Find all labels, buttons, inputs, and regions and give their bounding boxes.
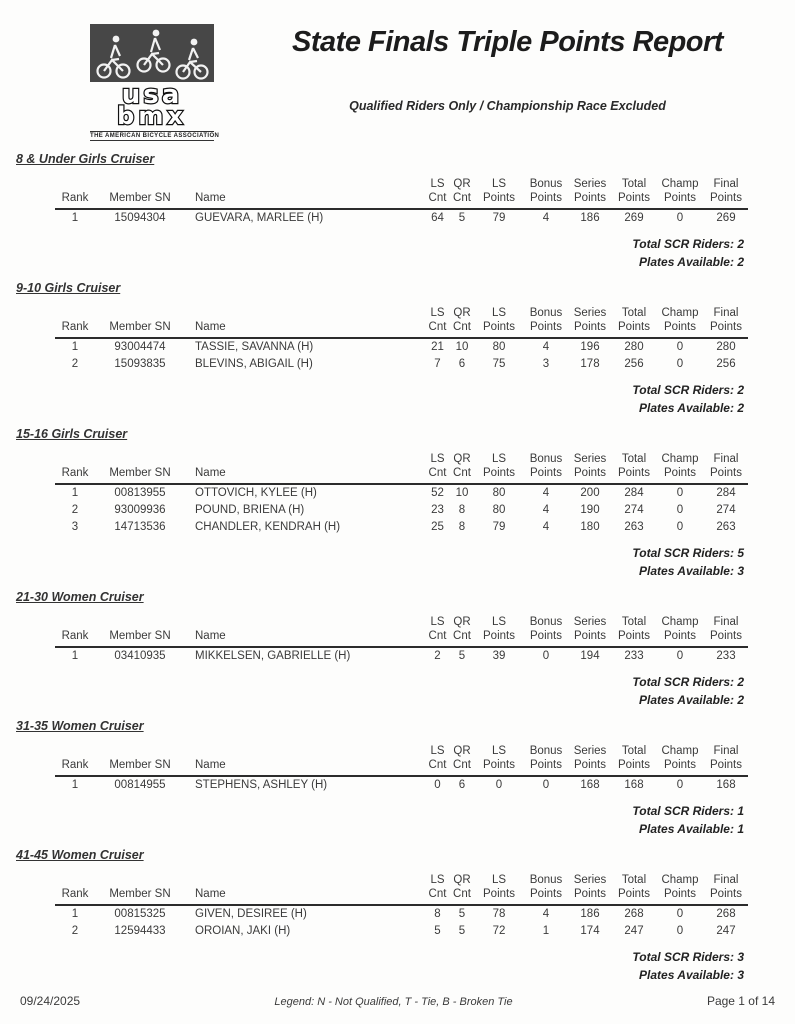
cell: 78 (492, 908, 506, 920)
cell: 233 (624, 650, 644, 662)
total-scr-riders: Total SCR Riders: 3 (632, 950, 744, 964)
section-totals (55, 673, 748, 709)
section-title: 21-30 Women Cruiser (16, 590, 144, 604)
cell: 168 (580, 779, 600, 791)
cell: 0 (434, 779, 441, 791)
class-section (16, 427, 795, 580)
cell: 12594433 (114, 925, 166, 937)
table-row (55, 484, 748, 502)
col-bonus-points: Bonus Points (524, 873, 568, 905)
cell: 168 (624, 779, 644, 791)
logo-caption: THE AMERICAN BICYCLE ASSOCIATION (90, 133, 220, 139)
col-champ-points: Champ Points (656, 306, 704, 338)
col-rank: Rank (55, 873, 95, 905)
cell: 7 (434, 358, 441, 370)
header-row (55, 873, 748, 905)
col-bonus-points: Bonus Points (524, 615, 568, 647)
col-member-sn: Member SN (95, 177, 185, 209)
page-title: State Finals Triple Points Report (292, 26, 723, 58)
col-qr-cnt: QR Cnt (450, 306, 474, 338)
report-header (0, 0, 795, 150)
col-bonus-points: Bonus Points (524, 744, 568, 776)
cell: 269 (716, 212, 736, 224)
svg-text:usa: usa (121, 80, 183, 110)
col-name: Name (185, 615, 425, 647)
cell: 8 (434, 908, 441, 920)
col-ls-points: LS Points (474, 744, 524, 776)
points-table (55, 452, 748, 536)
cell: 256 (624, 358, 644, 370)
cell: 186 (580, 212, 600, 224)
cell: 15094304 (114, 212, 166, 224)
col-ls-cnt: LS Cnt (425, 452, 450, 484)
cell: 1 (71, 908, 79, 920)
total-scr-riders: Total SCR Riders: 2 (632, 237, 744, 251)
plates-available: Plates Available: 2 (639, 693, 744, 707)
cell: 0 (676, 504, 684, 516)
plates-available: Plates Available: 3 (639, 564, 744, 578)
class-section (16, 152, 795, 271)
cell: 1 (71, 779, 79, 791)
cell: 0 (542, 779, 550, 791)
cell: 5 (458, 212, 466, 224)
cell: 4 (542, 212, 550, 224)
cell: 3 (71, 521, 79, 533)
col-qr-cnt: QR Cnt (450, 615, 474, 647)
cell: 190 (580, 504, 600, 516)
cell: 79 (492, 521, 506, 533)
section-totals (55, 544, 748, 580)
col-rank: Rank (55, 452, 95, 484)
cell: 247 (624, 925, 644, 937)
cell: 186 (580, 908, 600, 920)
table-row (55, 502, 748, 519)
report-date: 09/24/2025 (20, 994, 81, 1008)
col-rank: Rank (55, 615, 95, 647)
cell: 256 (716, 358, 736, 370)
col-series-points: Series Points (568, 306, 612, 338)
cell: OTTOVICH, KYLEE (H) (195, 487, 317, 499)
cell: 00815325 (114, 908, 166, 920)
section-title: 8 & Under Girls Cruiser (16, 152, 155, 166)
table-row (55, 356, 748, 373)
cell: 15093835 (114, 358, 166, 370)
col-ls-points: LS Points (474, 452, 524, 484)
cell: 39 (492, 650, 506, 662)
cell: 0 (676, 358, 684, 370)
plates-available: Plates Available: 2 (639, 401, 744, 415)
col-ls-cnt: LS Cnt (425, 177, 450, 209)
cell: 6 (458, 358, 466, 370)
table-row (55, 905, 748, 923)
cell: 280 (716, 341, 736, 353)
cell: 14713536 (114, 521, 166, 533)
points-table (55, 177, 748, 227)
col-member-sn: Member SN (95, 744, 185, 776)
col-final-points: Final Points (704, 615, 748, 647)
col-series-points: Series Points (568, 452, 612, 484)
header-row (55, 177, 748, 209)
cell: 5 (458, 908, 466, 920)
cell: 52 (431, 487, 444, 499)
table-row (55, 209, 748, 227)
cell: 174 (580, 925, 600, 937)
col-champ-points: Champ Points (656, 177, 704, 209)
col-final-points: Final Points (704, 306, 748, 338)
cell: 93004474 (114, 341, 166, 353)
legend-text: Legend: N - Not Qualified, T - Tie, B - Broken Tie (274, 996, 513, 1008)
cell: 5 (434, 925, 441, 937)
col-name: Name (185, 744, 425, 776)
total-scr-riders: Total SCR Riders: 5 (632, 546, 744, 560)
cell: 268 (624, 908, 644, 920)
cell: 0 (676, 779, 684, 791)
class-section (16, 590, 795, 709)
cell: 2 (71, 925, 79, 937)
cell: 64 (431, 212, 444, 224)
cell: 5 (458, 925, 466, 937)
cell: 80 (492, 504, 506, 516)
usa-bmx-logo-icon (90, 24, 214, 128)
cell: 0 (676, 521, 684, 533)
col-ls-points: LS Points (474, 177, 524, 209)
sections-container (0, 150, 795, 984)
cell: 8 (458, 504, 466, 516)
col-bonus-points: Bonus Points (524, 306, 568, 338)
class-section (16, 719, 795, 838)
cell: 1 (71, 650, 79, 662)
table-row (55, 519, 748, 536)
table-row (55, 338, 748, 356)
table-body (55, 905, 748, 940)
col-qr-cnt: QR Cnt (450, 873, 474, 905)
cell: 00814955 (114, 779, 166, 791)
col-final-points: Final Points (704, 873, 748, 905)
cell: 23 (431, 504, 444, 516)
plates-available: Plates Available: 2 (639, 255, 744, 269)
col-total-points: Total Points (612, 615, 656, 647)
cell: 4 (542, 487, 550, 499)
cell: 3 (542, 358, 550, 370)
col-total-points: Total Points (612, 873, 656, 905)
cell: 10 (455, 487, 469, 499)
cell: 0 (676, 908, 684, 920)
col-champ-points: Champ Points (656, 452, 704, 484)
col-total-points: Total Points (612, 452, 656, 484)
class-section (16, 848, 795, 984)
cell: 80 (492, 487, 506, 499)
header-row (55, 306, 748, 338)
col-ls-cnt: LS Cnt (425, 306, 450, 338)
col-name: Name (185, 177, 425, 209)
section-title: 9-10 Girls Cruiser (16, 281, 121, 295)
header-row (55, 744, 748, 776)
col-series-points: Series Points (568, 873, 612, 905)
cell: 284 (624, 487, 644, 499)
section-totals (55, 235, 748, 271)
cell: 2 (71, 358, 79, 370)
cell: POUND, BRIENA (H) (195, 504, 305, 516)
cell: 00813955 (114, 487, 166, 499)
cell: 4 (542, 521, 550, 533)
cell: 2 (434, 650, 441, 662)
col-total-points: Total Points (612, 177, 656, 209)
col-total-points: Total Points (612, 306, 656, 338)
page-number: Page 1 of 14 (706, 994, 775, 1008)
cell: STEPHENS, ASHLEY (H) (195, 779, 328, 791)
cell: 0 (495, 779, 503, 791)
table-row (55, 647, 748, 665)
col-member-sn: Member SN (95, 452, 185, 484)
cell: 10 (455, 341, 469, 353)
cell: 1 (71, 487, 79, 499)
svg-text:bmx: bmx (117, 102, 187, 128)
cell: 25 (431, 521, 444, 533)
col-champ-points: Champ Points (656, 873, 704, 905)
col-series-points: Series Points (568, 615, 612, 647)
cell: 5 (458, 650, 466, 662)
cell: 196 (580, 341, 600, 353)
table-row (55, 923, 748, 940)
plates-available: Plates Available: 3 (639, 968, 744, 982)
cell: 4 (542, 341, 550, 353)
cell: 178 (580, 358, 600, 370)
col-champ-points: Champ Points (656, 744, 704, 776)
cell: 247 (716, 925, 736, 937)
section-totals (55, 381, 748, 417)
cell: 274 (716, 504, 736, 516)
class-section (16, 281, 795, 417)
cell: 274 (624, 504, 644, 516)
cell: 80 (492, 341, 506, 353)
col-member-sn: Member SN (95, 873, 185, 905)
total-scr-riders: Total SCR Riders: 2 (632, 675, 744, 689)
cell: MIKKELSEN, GABRIELLE (H) (195, 650, 351, 662)
cell: 2 (71, 504, 79, 516)
col-series-points: Series Points (568, 177, 612, 209)
section-totals (55, 948, 748, 984)
col-ls-points: LS Points (474, 873, 524, 905)
col-rank: Rank (55, 177, 95, 209)
points-table (55, 306, 748, 373)
cell: 284 (716, 487, 736, 499)
cell: 200 (580, 487, 600, 499)
section-totals (55, 802, 748, 838)
cell: 269 (624, 212, 644, 224)
total-scr-riders: Total SCR Riders: 1 (632, 804, 744, 818)
report-subtitle: Qualified Riders Only / Championship Race Excluded (349, 99, 666, 113)
cell: TASSIE, SAVANNA (H) (195, 341, 314, 353)
cell: 79 (492, 212, 506, 224)
cell: 1 (71, 341, 79, 353)
col-rank: Rank (55, 744, 95, 776)
table-body (55, 484, 748, 536)
cell: 194 (580, 650, 600, 662)
cell: 0 (676, 212, 684, 224)
cell: 263 (716, 521, 736, 533)
cell: 1 (71, 212, 79, 224)
cell: 4 (542, 504, 550, 516)
cell: 4 (542, 908, 550, 920)
cell: GUEVARA, MARLEE (H) (195, 212, 324, 224)
cell: 6 (458, 779, 466, 791)
section-title: 31-35 Women Cruiser (16, 719, 144, 733)
col-final-points: Final Points (704, 744, 748, 776)
cell: 0 (676, 925, 684, 937)
cell: 1 (542, 925, 550, 937)
table-row (55, 776, 748, 794)
cell: 8 (458, 521, 466, 533)
section-title: 41-45 Women Cruiser (16, 848, 144, 862)
cell: OROIAN, JAKI (H) (195, 925, 291, 937)
col-total-points: Total Points (612, 744, 656, 776)
cell: 180 (580, 521, 600, 533)
col-final-points: Final Points (704, 452, 748, 484)
col-qr-cnt: QR Cnt (450, 744, 474, 776)
col-name: Name (185, 873, 425, 905)
report-footer (20, 994, 775, 1008)
col-name: Name (185, 452, 425, 484)
cell: 0 (542, 650, 550, 662)
points-table (55, 615, 748, 665)
cell: 75 (492, 358, 506, 370)
col-series-points: Series Points (568, 744, 612, 776)
cell: 233 (716, 650, 736, 662)
table-body (55, 338, 748, 373)
cell: 0 (676, 487, 684, 499)
col-name: Name (185, 306, 425, 338)
col-bonus-points: Bonus Points (524, 177, 568, 209)
table-body (55, 209, 748, 227)
cell: 93009936 (114, 504, 166, 516)
cell: GIVEN, DESIREE (H) (195, 908, 307, 920)
col-qr-cnt: QR Cnt (450, 452, 474, 484)
cell: 03410935 (114, 650, 166, 662)
cell: 21 (431, 341, 444, 353)
section-title: 15-16 Girls Cruiser (16, 427, 128, 441)
header-row (55, 452, 748, 484)
col-ls-points: LS Points (474, 615, 524, 647)
col-ls-cnt: LS Cnt (425, 744, 450, 776)
cell: CHANDLER, KENDRAH (H) (195, 521, 341, 533)
cell: 268 (716, 908, 736, 920)
plates-available: Plates Available: 1 (639, 822, 744, 836)
header-row (55, 615, 748, 647)
usa-bmx-logo (90, 24, 220, 141)
col-ls-cnt: LS Cnt (425, 873, 450, 905)
title-block (230, 0, 785, 113)
col-member-sn: Member SN (95, 306, 185, 338)
col-final-points: Final Points (704, 177, 748, 209)
col-ls-cnt: LS Cnt (425, 615, 450, 647)
points-table (55, 873, 748, 940)
col-bonus-points: Bonus Points (524, 452, 568, 484)
cell: 0 (676, 341, 684, 353)
cell: 72 (492, 925, 506, 937)
table-body (55, 776, 748, 794)
col-qr-cnt: QR Cnt (450, 177, 474, 209)
cell: 280 (624, 341, 644, 353)
col-rank: Rank (55, 306, 95, 338)
cell: 0 (676, 650, 684, 662)
points-table (55, 744, 748, 794)
table-body (55, 647, 748, 665)
col-ls-points: LS Points (474, 306, 524, 338)
col-member-sn: Member SN (95, 615, 185, 647)
col-champ-points: Champ Points (656, 615, 704, 647)
cell: 263 (624, 521, 644, 533)
cell: BLEVINS, ABIGAIL (H) (195, 358, 313, 370)
cell: 168 (716, 779, 736, 791)
total-scr-riders: Total SCR Riders: 2 (632, 383, 744, 397)
